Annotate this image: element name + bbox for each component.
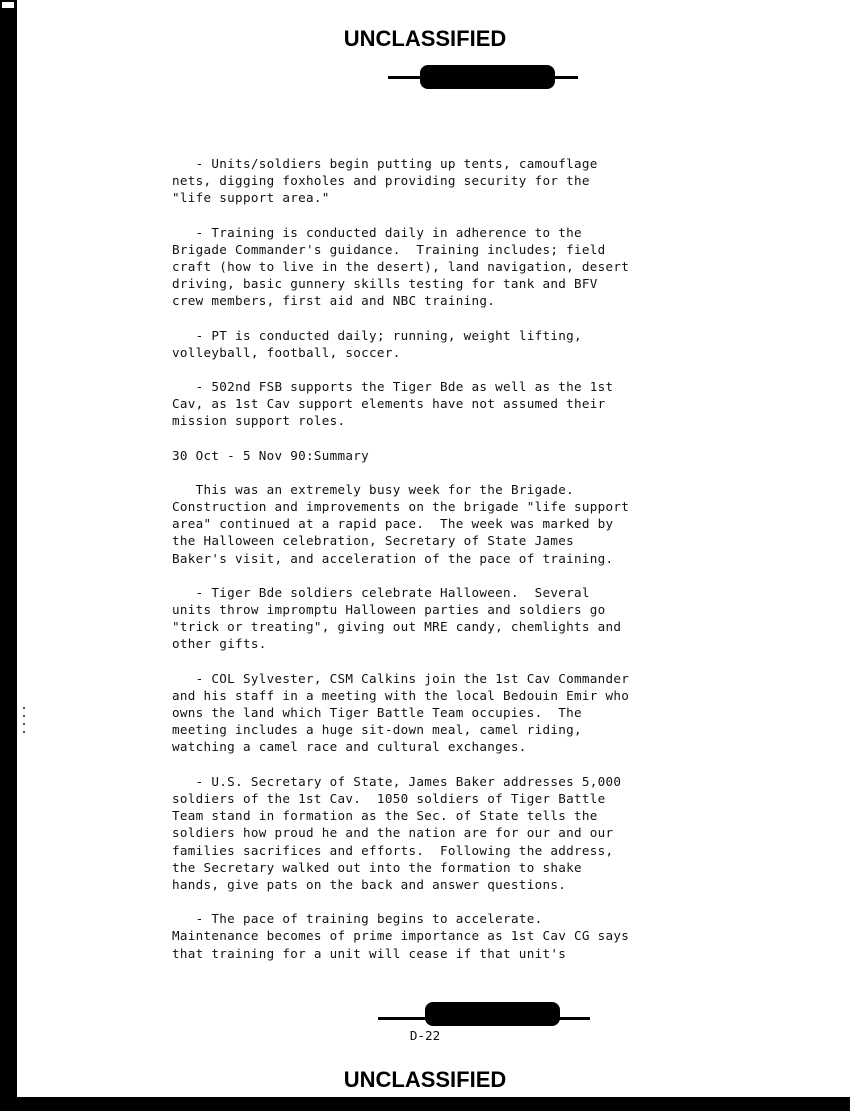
section-heading-summary: 30 Oct - 5 Nov 90:Summary	[172, 447, 370, 463]
paragraph-bedouin-meeting: - COL Sylvester, CSM Calkins join the 1st Cav Commander and his staff in a meeting with the local Bedouin Emir who owns the land which Tiger Battle Team occupies. The meeting includes a huge sit-down meal, camel riding, watching a camel race and cultural exchanges.	[172, 670, 630, 755]
paragraph-pt: - PT is conducted daily; running, weight lifting, volleyball, football, soccer.	[172, 327, 582, 360]
bottom-redaction-blob	[425, 1002, 560, 1026]
page-number: D-22	[409, 1028, 441, 1043]
document-body	[172, 155, 772, 979]
top-classification-marking: UNCLASSIFIED	[343, 26, 507, 51]
bottom-classification-marking: UNCLASSIFIED	[343, 1067, 507, 1092]
paragraph-summary: This was an extremely busy week for the Brigade. Construction and improvements on the brigade "life support area" continued at a rapid pace. The week was marked by the Halloween celebration, Secretary of State James Baker's visit, and acceleration of the pace of training.	[172, 481, 630, 566]
scan-corner-mark	[2, 2, 14, 8]
paragraph-halloween: - Tiger Bde soldiers celebrate Halloween. Several units throw impromptu Halloween parties and soldiers go "trick or treating", giving out MRE candy, chemlights and other gifts.	[172, 584, 622, 652]
paragraph-units-tents: - Units/soldiers begin putting up tents, camouflage nets, digging foxholes and providing security for the "life support area."	[172, 156, 598, 206]
scan-left-border	[0, 0, 17, 1111]
top-redaction-blob	[420, 65, 555, 89]
paragraph-training: - Training is conducted daily in adherence to the Brigade Commander's guidance. Training includes; field craft (how to live in the desert), land navigation, desert driving, basic gunnery skills testing for tank and BFV crew members, first aid and NBC training.	[172, 224, 630, 309]
margin-scan-dots	[23, 707, 26, 739]
paragraph-baker-visit: - U.S. Secretary of State, James Baker addresses 5,000 soldiers of the 1st Cav. 1050 soldiers of Tiger Battle Team stand in formation as the Sec. of State tells the soldiers how proud he and the nation are for our and our families sacrifices and efforts. Following the address, the Secretary walked out into the formation to shake hands, give pats on the back and answer questions.	[172, 773, 622, 892]
paragraph-fsb-support: - 502nd FSB supports the Tiger Bde as well as the 1st Cav, as 1st Cav support elements have not assumed their mission support roles.	[172, 379, 614, 429]
scan-bottom-border	[0, 1097, 850, 1111]
paragraph-training-pace: - The pace of training begins to accelerate. Maintenance becomes of prime importance as 1st Cav CG says that training for a unit will cease if that unit's	[172, 911, 630, 961]
